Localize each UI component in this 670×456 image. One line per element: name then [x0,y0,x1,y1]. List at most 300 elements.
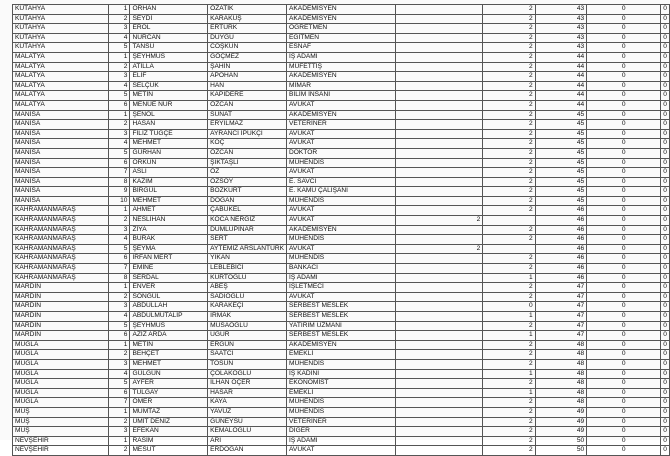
cell-col3: 47 [535,331,586,341]
cell-col4: 0 [587,110,661,120]
cell-surname: ERGÜN [208,340,287,350]
cell-profession: İŞ KADINI [287,369,396,379]
cell-profession: ÖĞRETMEN [287,24,396,34]
cell-city: MUĞLA [13,350,109,360]
cell-col1 [396,168,483,178]
cell-col3: 47 [535,321,586,331]
cell-profession: VETERİNER [287,417,396,427]
cell-col2: 2 [483,43,535,53]
cell-city: KAHRAMANMARAŞ [13,254,109,264]
cell-col5: 0 [661,158,670,168]
cell-surname: ÖZATİK [208,5,287,15]
table-row [13,273,670,283]
table-row [13,216,670,226]
cell-surname: MUSAOĞLU [208,321,287,331]
cell-col2: 2 [483,407,535,417]
cell-col2: 2 [483,120,535,130]
cell-surname: YIKAN [208,254,287,264]
cell-col3: 45 [535,168,586,178]
cell-profession: EĞİTMEN [287,33,396,43]
cell-col4: 0 [587,196,661,206]
cell-surname: ÇOLAKOĞLU [208,369,287,379]
cell-profession: MÜHENDİS [287,398,396,408]
table-row [13,379,670,389]
cell-city: MALATYA [13,81,109,91]
cell-city: MALATYA [13,91,109,101]
cell-surname: UĞUR [208,331,287,341]
cell-col4: 0 [587,340,661,350]
cell-name: BURAK [130,235,208,245]
cell-profession: DOKTOR [287,148,396,158]
cell-city: KÜTAHYA [13,14,109,24]
cell-col2: 2 [483,168,535,178]
cell-city: KÜTAHYA [13,33,109,43]
cell-no: 5 [108,148,130,158]
cell-col5: 0 [661,225,670,235]
cell-col3: 48 [535,350,586,360]
cell-name: EFEKAN [130,427,208,437]
cell-col1 [396,283,483,293]
cell-col2: 2 [483,225,535,235]
cell-name: GÜRHAN [130,148,208,158]
cell-city: NEVŞEHİR [13,446,109,456]
cell-col2: 2 [483,350,535,360]
cell-city: MANİSA [13,168,109,178]
cell-profession: AVUKAT [287,446,396,456]
cell-profession: DİĞER [287,427,396,437]
cell-no: 4 [108,235,130,245]
table-row [13,91,670,101]
cell-col5: 0 [661,33,670,43]
cell-col2: 2 [483,436,535,446]
cell-surname: SERT [208,235,287,245]
cell-col5: 0 [661,5,670,15]
table-row [13,398,670,408]
cell-city: MUĞLA [13,388,109,398]
cell-profession: AKADEMİSYEN [287,225,396,235]
cell-no: 6 [108,254,130,264]
cell-col1 [396,5,483,15]
cell-surname: ÖZCAN [208,148,287,158]
table-row [13,235,670,245]
cell-surname: ÖZSOY [208,177,287,187]
table-row [13,158,670,168]
cell-name: NURCAN [130,33,208,43]
cell-city: KAHRAMANMARAŞ [13,264,109,274]
cell-no: 2 [108,417,130,427]
cell-col1 [396,148,483,158]
table-row [13,359,670,369]
cell-col2: 1 [483,273,535,283]
cell-no: 5 [108,244,130,254]
cell-col1 [396,350,483,360]
cell-col4: 0 [587,148,661,158]
cell-no: 7 [108,168,130,178]
cell-col1 [396,340,483,350]
cell-name: METİN [130,91,208,101]
cell-surname: ÇABUKEL [208,206,287,216]
cell-col3: 49 [535,407,586,417]
table-row [13,177,670,187]
cell-city: MUĞLA [13,340,109,350]
cell-no: 6 [108,331,130,341]
cell-col4: 0 [587,139,661,149]
cell-surname: KARAKEÇİ [208,302,287,312]
cell-col1 [396,91,483,101]
cell-name: AZİZ ARDA [130,331,208,341]
cell-name: SERDAL [130,273,208,283]
cell-surname: ŞAHİN [208,62,287,72]
table-row [13,72,670,82]
cell-city: KAHRAMANMARAŞ [13,225,109,235]
cell-col3: 46 [535,216,586,226]
cell-col1 [396,14,483,24]
cell-col5: 0 [661,388,670,398]
cell-col2: 2 [483,292,535,302]
cell-surname: YAVUZ [208,407,287,417]
cell-col1 [396,158,483,168]
cell-profession: MİMAR [287,81,396,91]
cell-profession: ESNAF [287,43,396,53]
table-row [13,302,670,312]
cell-col5: 0 [661,187,670,197]
cell-col5: 0 [661,254,670,264]
cell-col2: 2 [483,129,535,139]
cell-surname: KAYA [208,398,287,408]
cell-col1 [396,369,483,379]
table-row [13,417,670,427]
cell-surname: ÖZCAN [208,100,287,110]
cell-col4: 0 [587,72,661,82]
cell-city: MUŞ [13,417,109,427]
cell-no: 2 [108,216,130,226]
cell-profession: MÜHENDİS [287,254,396,264]
cell-col2: 1 [483,369,535,379]
cell-name: EROL [130,24,208,34]
cell-col5: 0 [661,302,670,312]
table-row [13,62,670,72]
cell-no: 3 [108,359,130,369]
cell-name: MESUT [130,446,208,456]
cell-col2: 2 [483,100,535,110]
cell-col4: 0 [587,436,661,446]
cell-col3: 46 [535,264,586,274]
cell-profession: AVUKAT [287,206,396,216]
cell-name: TANSU [130,43,208,53]
cell-col4: 0 [587,120,661,130]
cell-profession: EMEKLİ [287,388,396,398]
cell-col2: 2 [483,81,535,91]
cell-surname: ABEŞ [208,283,287,293]
cell-col1 [396,273,483,283]
cell-name: KAZIM [130,177,208,187]
cell-col3: 45 [535,139,586,149]
cell-col5: 0 [661,43,670,53]
cell-col2: 2 [483,283,535,293]
cell-no: 4 [108,369,130,379]
table-row [13,436,670,446]
cell-col2: 2 [483,24,535,34]
cell-no: 1 [108,283,130,293]
cell-col2: 2 [483,5,535,15]
cell-col3: 43 [535,24,586,34]
cell-profession: VETERİNER [287,120,396,130]
cell-surname: SADIOĞLU [208,292,287,302]
cell-col4: 0 [587,24,661,34]
cell-col1 [396,62,483,72]
cell-col3: 49 [535,427,586,437]
table-row [13,148,670,158]
cell-col5: 0 [661,379,670,389]
cell-name: MEHMET [130,196,208,206]
cell-col4: 0 [587,216,661,226]
cell-col4: 0 [587,129,661,139]
cell-name: ABDULMUTALİP [130,312,208,322]
cell-col2: 2 [483,33,535,43]
cell-col1 [396,196,483,206]
cell-col1 [396,120,483,130]
cell-surname: BOZKURT [208,187,287,197]
cell-col5: 0 [661,340,670,350]
cell-col3: 44 [535,72,586,82]
table-body [13,5,670,456]
cell-col2: 2 [483,177,535,187]
cell-surname: AYRANCI İPUKÇI [208,129,287,139]
table-row [13,206,670,216]
cell-surname: HAN [208,81,287,91]
cell-col2: 2 [483,359,535,369]
cell-surname: SAATCI [208,350,287,360]
cell-surname: ERYILMAZ [208,120,287,130]
cell-col4: 0 [587,158,661,168]
cell-profession: AVUKAT [287,216,396,226]
cell-col5: 0 [661,283,670,293]
cell-no: 3 [108,302,130,312]
cell-name: ORKUN [130,158,208,168]
cell-col4: 0 [587,292,661,302]
cell-col3: 45 [535,187,586,197]
cell-col3: 47 [535,292,586,302]
cell-no: 3 [108,24,130,34]
cell-profession: E. SAVCI [287,177,396,187]
cell-name: ŞEYHMUS [130,321,208,331]
cell-col1: 2 [396,244,483,254]
cell-col5: 0 [661,350,670,360]
cell-col1 [396,72,483,82]
cell-col4: 0 [587,62,661,72]
cell-city: KÜTAHYA [13,5,109,15]
cell-col3: 46 [535,235,586,245]
table-row [13,187,670,197]
cell-city: MARDİN [13,321,109,331]
cell-col5: 0 [661,359,670,369]
cell-col3: 45 [535,129,586,139]
cell-col4: 0 [587,388,661,398]
cell-col2: 2 [483,417,535,427]
cell-surname: ERDOĞAN [208,446,287,456]
cell-profession: İŞ ADAMI [287,273,396,283]
cell-surname: DOĞAN [208,196,287,206]
cell-name: ŞENOL [130,110,208,120]
cell-col5: 0 [661,206,670,216]
cell-city: NEVŞEHİR [13,436,109,446]
cell-name: FİLİZ TUĞÇE [130,129,208,139]
cell-col5: 0 [661,264,670,274]
cell-no: 4 [108,139,130,149]
cell-col4: 0 [587,350,661,360]
cell-col4: 0 [587,321,661,331]
cell-profession: SERBEST MESLEK [287,312,396,322]
cell-col3: 50 [535,436,586,446]
cell-name: ABDULLAH [130,302,208,312]
cell-col5: 0 [661,273,670,283]
cell-surname: KAPIDERE [208,91,287,101]
cell-col4: 0 [587,225,661,235]
cell-profession: AVUKAT [287,168,396,178]
cell-col2: 2 [483,206,535,216]
cell-city: MANİSA [13,196,109,206]
cell-profession: AVUKAT [287,244,396,254]
cell-profession: BANKACI [287,264,396,274]
cell-col1 [396,177,483,187]
cell-no: 10 [108,196,130,206]
table-row [13,43,670,53]
cell-col5: 0 [661,235,670,245]
cell-no: 2 [108,62,130,72]
cell-city: KAHRAMANMARAŞ [13,235,109,245]
cell-col2: 2 [483,148,535,158]
table-row [13,225,670,235]
cell-city: MARDİN [13,302,109,312]
cell-col4: 0 [587,14,661,24]
cell-no: 1 [108,206,130,216]
cell-city: MALATYA [13,72,109,82]
cell-name: ÖMER [130,398,208,408]
cell-col1 [396,43,483,53]
cell-no: 3 [108,129,130,139]
cell-col4: 0 [587,177,661,187]
table-row [13,407,670,417]
cell-city: MANİSA [13,139,109,149]
cell-surname: TOSUN [208,359,287,369]
cell-col1 [396,52,483,62]
cell-name: MEHMET [130,139,208,149]
cell-col1 [396,100,483,110]
table-row [13,196,670,206]
table-row [13,14,670,24]
table-row [13,120,670,130]
cell-col4: 0 [587,283,661,293]
table-row [13,446,670,456]
cell-no: 1 [108,5,130,15]
cell-col4: 0 [587,407,661,417]
cell-col2: 2 [483,321,535,331]
cell-profession: MÜHENDİS [287,158,396,168]
cell-col2: 2 [483,446,535,456]
cell-col4: 0 [587,273,661,283]
cell-surname: GÖÇMEZ [208,52,287,62]
cell-col1 [396,407,483,417]
table-row [13,139,670,149]
cell-col3: 45 [535,177,586,187]
cell-col4: 0 [587,244,661,254]
table-row [13,388,670,398]
cell-no: 2 [108,120,130,130]
candidate-table [12,4,670,456]
cell-surname: İLHAN OÇER [208,379,287,389]
cell-city: MUĞLA [13,369,109,379]
table-row [13,168,670,178]
table-row [13,331,670,341]
cell-col3: 46 [535,206,586,216]
cell-col1 [396,398,483,408]
table-row [13,321,670,331]
cell-col4: 0 [587,427,661,437]
cell-profession: İŞLETMECİ [287,283,396,293]
cell-no: 2 [108,292,130,302]
cell-col3: 43 [535,14,586,24]
cell-no: 3 [108,225,130,235]
table-row [13,350,670,360]
cell-col3: 44 [535,91,586,101]
cell-surname: KARAKUŞ [208,14,287,24]
cell-col5: 0 [661,168,670,178]
cell-col3: 45 [535,110,586,120]
cell-col3: 45 [535,196,586,206]
cell-col4: 0 [587,312,661,322]
cell-city: MALATYA [13,100,109,110]
cell-col1 [396,206,483,216]
cell-col4: 0 [587,417,661,427]
cell-profession: AKADEMİSYEN [287,5,396,15]
cell-col1 [396,235,483,245]
cell-name: ELİF [130,72,208,82]
cell-no: 8 [108,273,130,283]
cell-city: KAHRAMANMARAŞ [13,216,109,226]
cell-city: KÜTAHYA [13,43,109,53]
cell-profession: AVUKAT [287,129,396,139]
cell-col4: 0 [587,91,661,101]
cell-name: MUMTAZ [130,407,208,417]
cell-col1 [396,187,483,197]
cell-col3: 45 [535,120,586,130]
cell-col5: 0 [661,196,670,206]
cell-city: MUĞLA [13,359,109,369]
cell-col5: 0 [661,120,670,130]
cell-name: MENÜE NUR [130,100,208,110]
cell-col1 [396,225,483,235]
cell-city: MALATYA [13,52,109,62]
cell-no: 5 [108,379,130,389]
cell-col5: 0 [661,244,670,254]
cell-profession: EMEKLİ [287,350,396,360]
cell-no: 6 [108,158,130,168]
cell-city: MUŞ [13,407,109,417]
cell-col1 [396,139,483,149]
cell-surname: APOHAN [208,72,287,82]
cell-col3: 48 [535,369,586,379]
cell-col5: 0 [661,62,670,72]
cell-col3: 44 [535,62,586,72]
table-row [13,427,670,437]
cell-col5: 0 [661,216,670,226]
cell-name: MEHMET [130,359,208,369]
cell-surname: ARI [208,436,287,446]
cell-no: 1 [108,52,130,62]
cell-city: KAHRAMANMARAŞ [13,273,109,283]
table-row [13,244,670,254]
table-row [13,254,670,264]
